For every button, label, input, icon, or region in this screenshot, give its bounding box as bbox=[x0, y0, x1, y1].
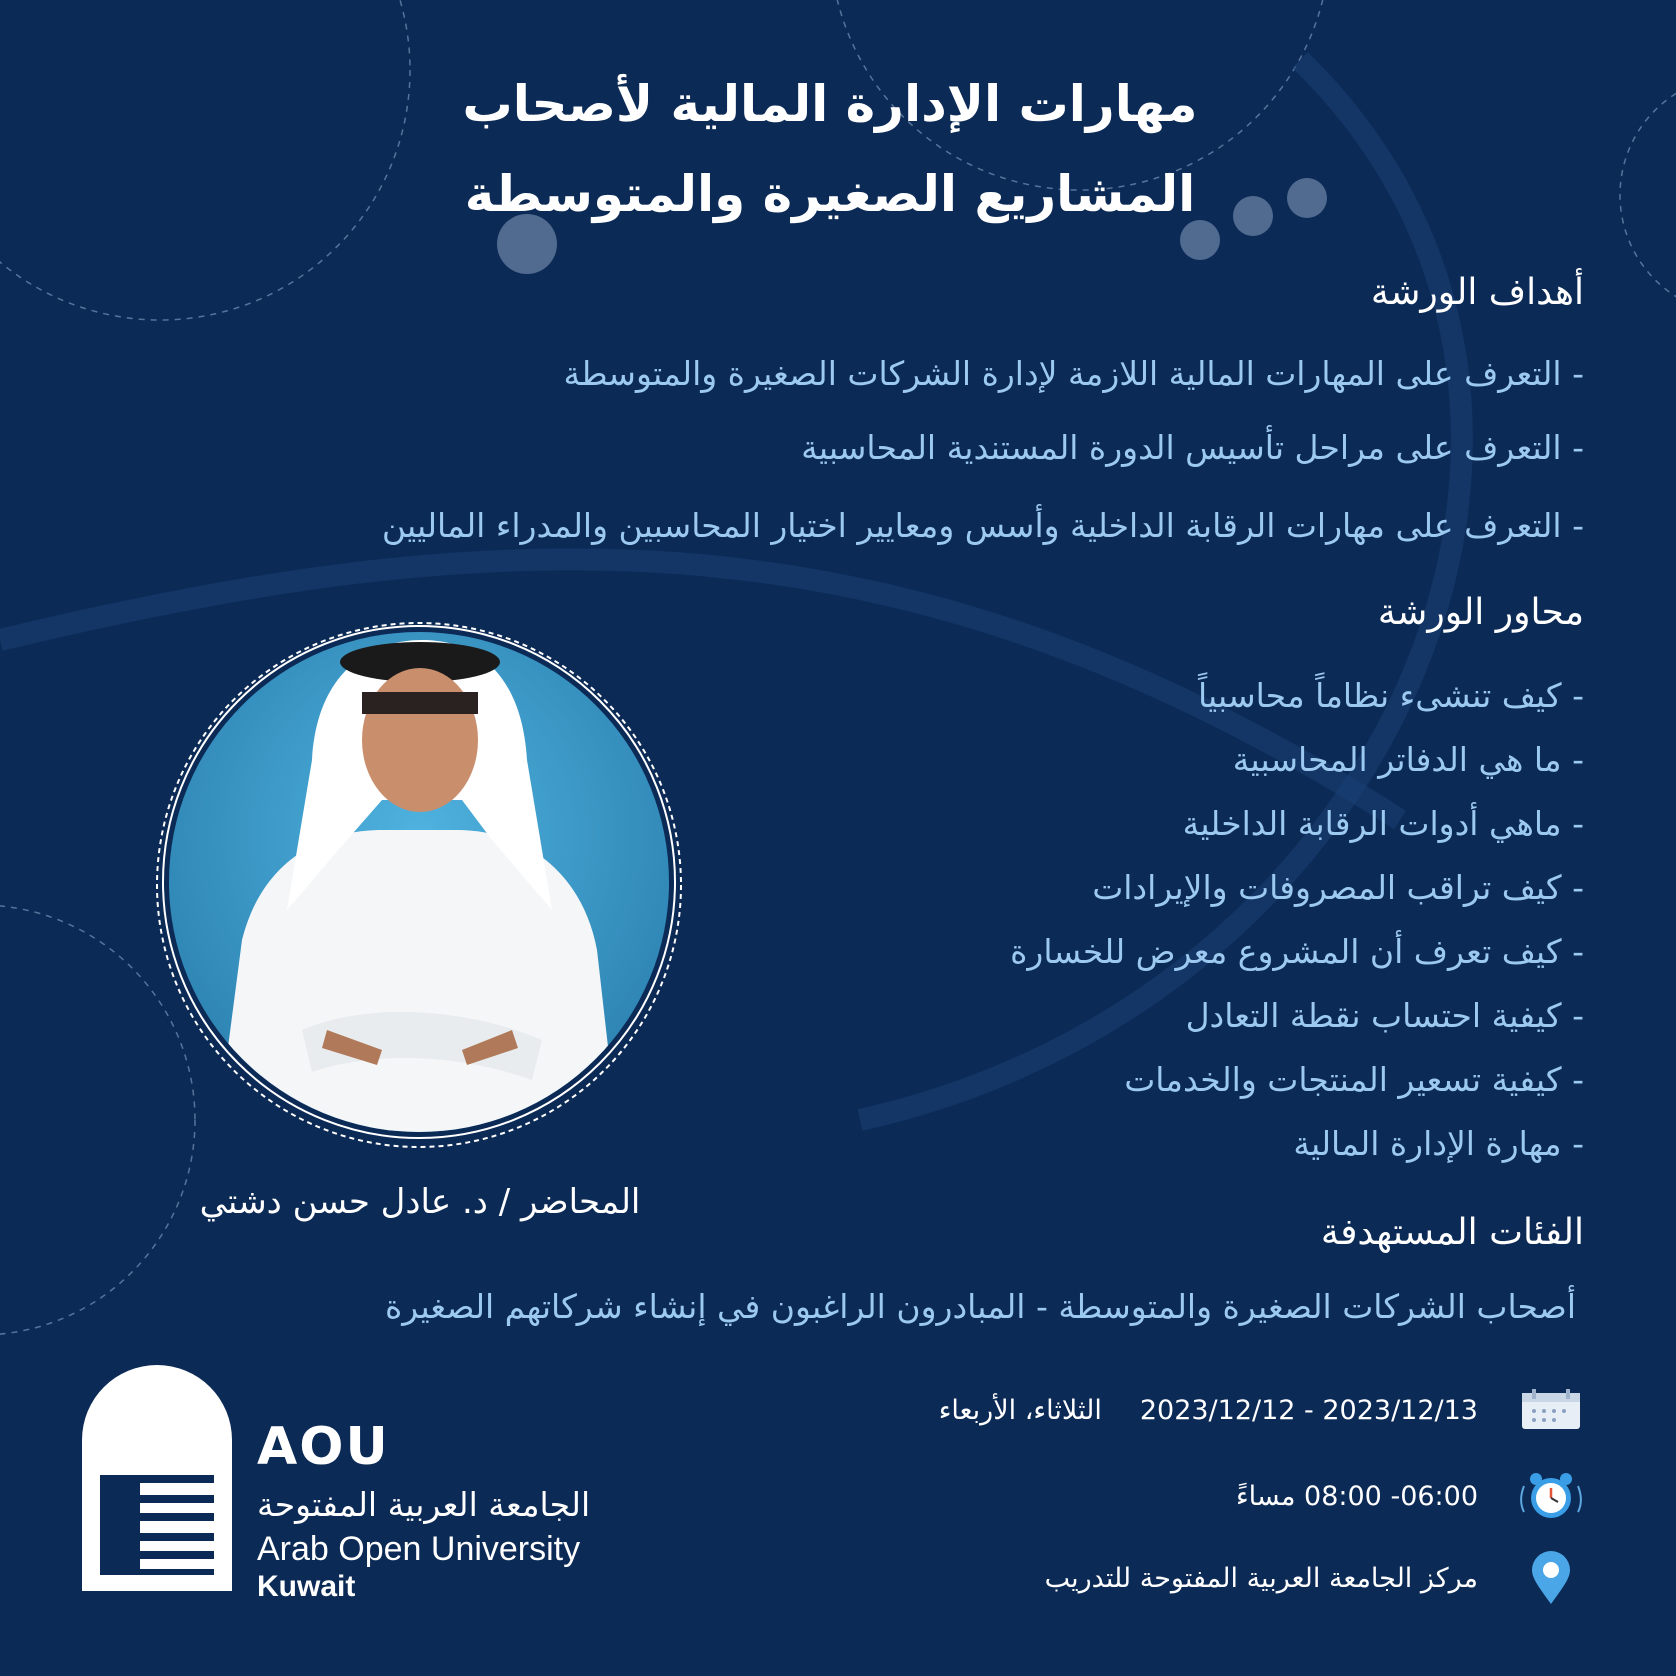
topic-item: - كيفية احتساب نقطة التعادل bbox=[1185, 996, 1584, 1035]
objective-item: - التعرف على مهارات الرقابة الداخلية وأسس ومعايير اختيار المحاسبين والمدراء الماليين bbox=[381, 506, 1584, 545]
event-dates: 2023/12/12 - 2023/12/13 bbox=[1139, 1394, 1478, 1426]
objective-item: - التعرف على المهارات المالية اللازمة لإدارة الشركات الصغيرة والمتوسطة bbox=[563, 354, 1584, 393]
logo-arabic-name: الجامعة العربية المفتوحة bbox=[257, 1485, 591, 1524]
alarm-clock-icon bbox=[1516, 1466, 1586, 1526]
audience-text: أصحاب الشركات الصغيرة والمتوسطة - المبادرون الراغبون في إنشاء شركاتهم الصغيرة bbox=[384, 1287, 1576, 1326]
topics-heading: محاور الورشة bbox=[1377, 592, 1584, 633]
topic-item: - كيفية تسعير المنتجات والخدمات bbox=[1124, 1060, 1584, 1099]
lecturer-photo bbox=[152, 610, 687, 1170]
logo-english-name: Arab Open University bbox=[257, 1530, 581, 1568]
date-row bbox=[939, 1380, 1586, 1440]
objective-item: - التعرف على مراحل تأسيس الدورة المستندية المحاسبية bbox=[801, 428, 1584, 467]
lecturer-name: المحاضر / د. عادل حسن دشتي bbox=[199, 1182, 641, 1222]
location-row bbox=[1045, 1548, 1586, 1608]
event-time: 06:00- 08:00 مساءً bbox=[1235, 1480, 1478, 1512]
event-location: مركز الجامعة العربية المفتوحة للتدريب bbox=[1044, 1562, 1478, 1594]
logo-branch: Kuwait bbox=[257, 1570, 356, 1603]
topic-item: - كيف تنشىء نظاماً محاسبياً bbox=[1198, 676, 1584, 715]
topic-item: - ما هي الدفاتر المحاسبية bbox=[1232, 740, 1584, 779]
time-row bbox=[1236, 1466, 1586, 1526]
title-line-2: المشاريع الصغيرة والمتوسطة bbox=[464, 165, 1196, 223]
location-pin-icon bbox=[1516, 1548, 1586, 1608]
calendar-icon bbox=[1516, 1380, 1586, 1440]
objectives-heading: أهداف الورشة bbox=[1370, 272, 1584, 313]
title-line-1: مهارات الإدارة المالية لأصحاب bbox=[462, 75, 1198, 133]
topic-item: - كيف تعرف أن المشروع معرض للخسارة bbox=[1010, 932, 1584, 971]
event-days: الثلاثاء، الأربعاء bbox=[938, 1394, 1102, 1426]
aou-logo bbox=[82, 1365, 642, 1603]
topic-item: - مهارة الإدارة المالية bbox=[1293, 1124, 1584, 1163]
logo-acronym: AOU bbox=[257, 1417, 390, 1477]
audience-heading: الفئات المستهدفة bbox=[1320, 1212, 1584, 1253]
topic-item: - ماهي أدوات الرقابة الداخلية bbox=[1182, 804, 1584, 843]
aou-logo-mark bbox=[82, 1365, 232, 1591]
topic-item: - كيف تراقب المصروفات والإيرادات bbox=[1092, 868, 1584, 907]
